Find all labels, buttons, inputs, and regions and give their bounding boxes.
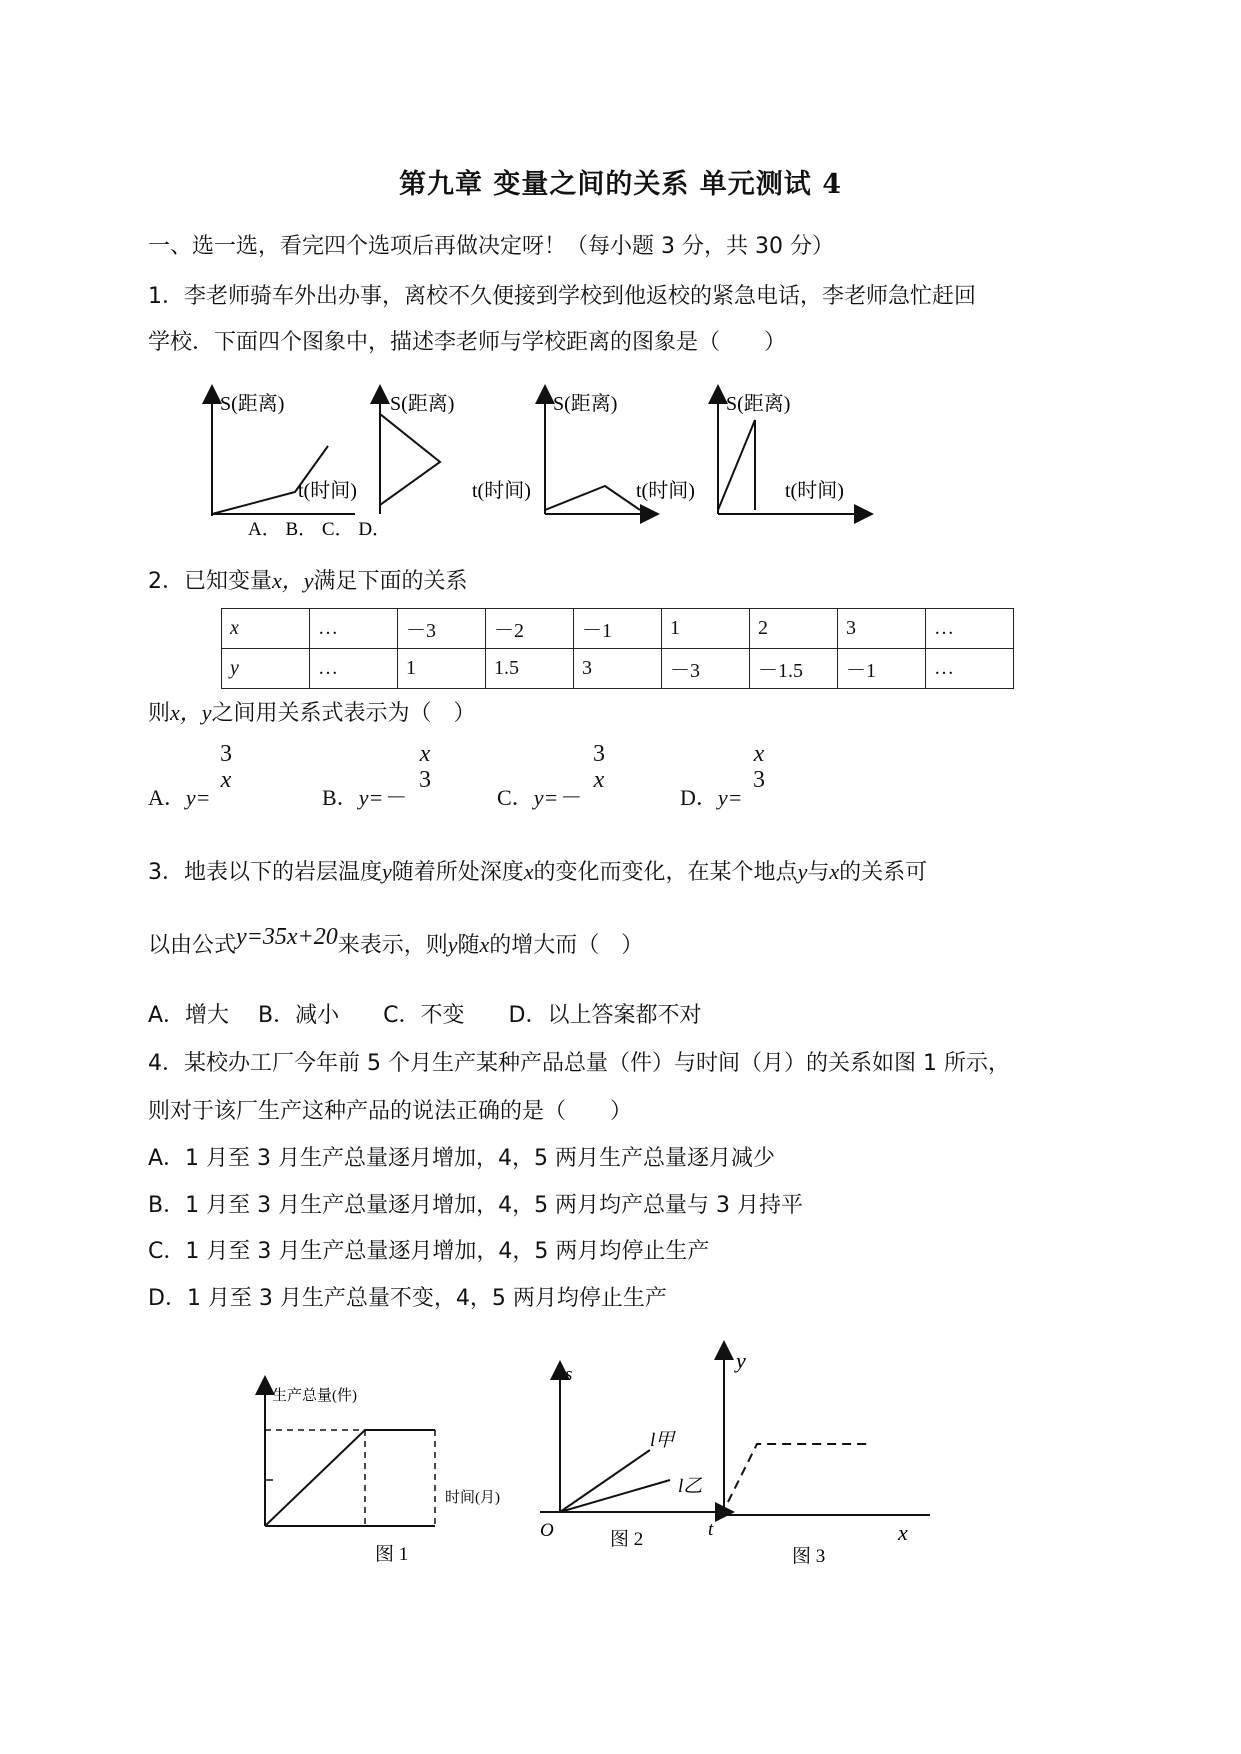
table-row — [222, 649, 1014, 689]
q2-option-c: C．y=－ — [497, 785, 581, 810]
table-cell: y — [222, 649, 310, 689]
q2-option-c-fraction: 3 x — [593, 741, 605, 793]
figure-2 — [540, 1364, 725, 1550]
table-row — [222, 609, 1014, 649]
graph-d-xlabel: t(时间) — [785, 480, 844, 502]
table-cell: 1 — [398, 649, 486, 689]
q2-option-b-fraction: x 3 — [419, 741, 431, 793]
q2-then: 则x，y之间用关系式表示为（ ） — [148, 700, 476, 726]
q2-table — [221, 608, 1014, 689]
q4-option-d: D．1 月至 3 月生产总量不变，4，5 两月均停止生产 — [148, 1286, 667, 1311]
table-cell: … — [926, 649, 1014, 689]
q4-option-b: B．1 月至 3 月生产总量逐月增加，4，5 两月均产总量与 3 月持平 — [148, 1193, 804, 1218]
graph-c — [472, 392, 695, 514]
graph-b-ylabel: S(距离) — [390, 393, 455, 415]
q2-option-d-fraction: x 3 — [753, 741, 765, 793]
graph-a — [212, 392, 357, 516]
figure-3-xlabel: x — [898, 1520, 908, 1545]
table-cell: 2 — [750, 609, 838, 649]
graph-a-xlabel: t(时间) — [298, 480, 357, 502]
table-cell: －3 — [398, 609, 486, 649]
figure-1-xlabel: 时间(月) — [445, 1490, 500, 1506]
graph-c-xlabel-left: t(时间) — [472, 480, 531, 502]
q2-option-a-fraction: 3 x — [220, 741, 232, 793]
section-heading: 一、选一选，看完四个选项后再做决定呀！（每小题 3 分，共 30 分） — [148, 234, 834, 259]
graph-b — [380, 392, 454, 514]
figure-2-ylabel: s — [565, 1364, 573, 1385]
q3-stem-line1: 3．地表以下的岩层温度y随着所处深度x的变化而变化，在某个地点y与x的关系可 — [148, 859, 928, 885]
graph-a-ylabel: S(距离) — [220, 393, 285, 415]
page-title: 第九章 变量之间的关系 单元测试 4 — [399, 169, 842, 200]
q2-option-a: A．y= — [148, 785, 211, 810]
figure-3 — [724, 1348, 930, 1567]
q3-formula: y=35x+20 — [236, 924, 338, 950]
table-cell: －1.5 — [750, 649, 838, 689]
q1-stem-line1: 1．李老师骑车外出办事，离校不久便接到学校到他返校的紧急电话，李老师急忙赶回 — [148, 284, 976, 309]
q1-graphs — [200, 380, 880, 540]
table-cell: 1.5 — [486, 649, 574, 689]
q4-stem-line2: 则对于该厂生产这种产品的说法正确的是（ ） — [148, 1099, 633, 1124]
table-cell: －1 — [838, 649, 926, 689]
figure-1-caption: 图 1 — [375, 1544, 409, 1565]
q1-options-row: A． B． C． D． — [248, 519, 392, 540]
figure-2-xlabel: t — [708, 1519, 714, 1540]
table-cell: … — [310, 609, 398, 649]
figures-row — [240, 1340, 940, 1580]
figure-2-caption: 图 2 — [610, 1529, 644, 1550]
table-cell: －3 — [662, 649, 750, 689]
table-cell: 3 — [838, 609, 926, 649]
q2-option-b: B．y=－ — [322, 785, 406, 810]
figure-3-ylabel: y — [736, 1348, 746, 1373]
q4-option-a: A．1 月至 3 月生产总量逐月增加，4，5 两月生产总量逐月减少 — [148, 1146, 776, 1171]
graph-c-ylabel: S(距离) — [553, 393, 618, 415]
q2-option-d: D．y= — [680, 785, 743, 810]
table-cell: －2 — [486, 609, 574, 649]
graph-d-ylabel: S(距离) — [726, 393, 791, 415]
table-cell: x — [222, 609, 310, 649]
figure-2-origin: O — [540, 1520, 554, 1541]
figure-2-line2-label: l乙 — [678, 1476, 703, 1497]
figure-2-line1-label: l甲 — [650, 1430, 675, 1451]
table-cell: 1 — [662, 609, 750, 649]
table-cell: … — [310, 649, 398, 689]
figure-1-ylabel: 生产总量(件) — [272, 1388, 357, 1404]
figure-3-caption: 图 3 — [792, 1546, 826, 1567]
table-cell: 3 — [574, 649, 662, 689]
q1-stem-line2: 学校．下面四个图象中，描述李老师与学校距离的图象是（ ） — [148, 330, 787, 355]
figure-1 — [265, 1385, 500, 1565]
q3-stem-line2: 以由公式y=35x+20来表示，则y随x的增大而（ ） — [148, 924, 644, 958]
graph-c-xlabel: t(时间) — [636, 480, 695, 502]
q2-stem: 2．已知变量x，y满足下面的关系 — [148, 568, 468, 594]
q4-option-c: C．1 月至 3 月生产总量逐月增加，4，5 两月均停止生产 — [148, 1239, 710, 1264]
graph-d — [718, 392, 864, 514]
table-cell: －1 — [574, 609, 662, 649]
q4-stem-line1: 4．某校办工厂今年前 5 个月生产某种产品总量（件）与时间（月）的关系如图 1 所示， — [148, 1051, 1010, 1076]
table-cell: … — [926, 609, 1014, 649]
q3-options: A．增大 B．减小 C．不变 D．以上答案都不对 — [148, 1003, 702, 1028]
